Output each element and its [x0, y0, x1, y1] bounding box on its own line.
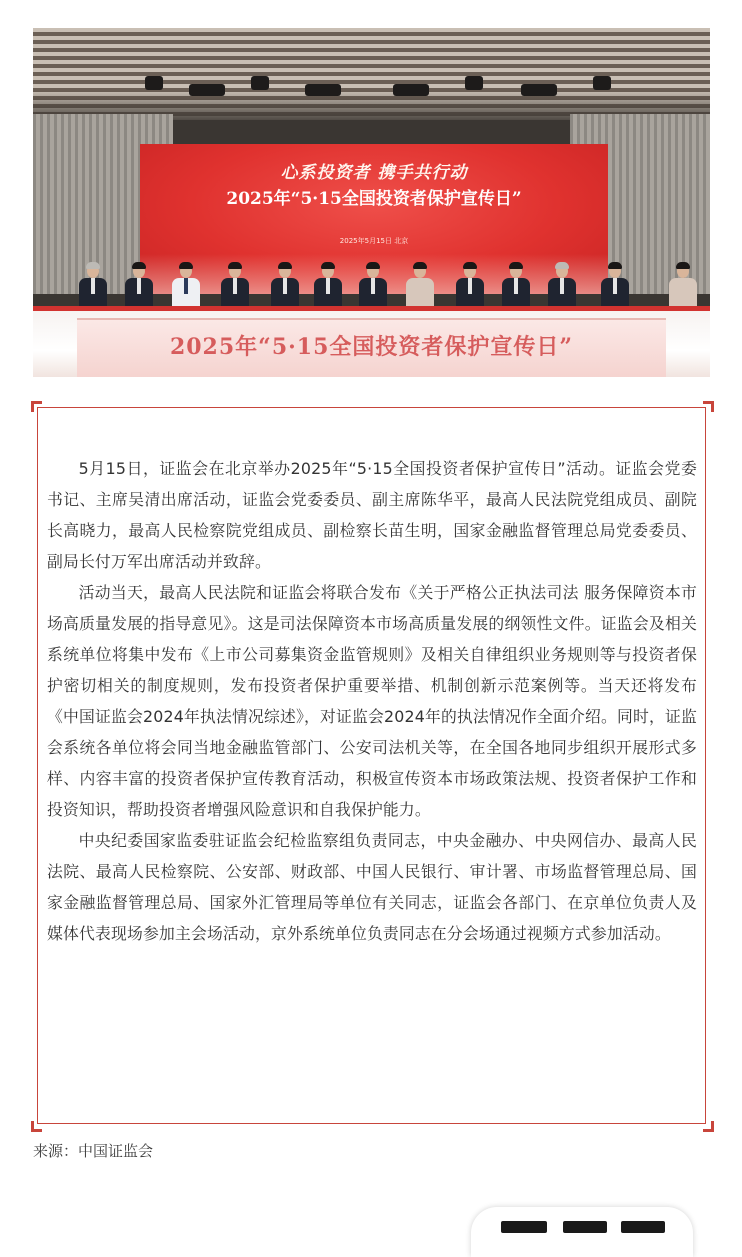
article-paragraph: 中央纪委国家监委驻证监会纪检监察组负责同志，中央金融办、中央网信办、最高人民法院、最高人民检察院、公安部、财政部、中国人民银行、审计署、市场监督管理总局、国家金融监督管理总局、国家外汇管理局等单位有关同志，证监会各部门、在京单位负责人及媒体代表现场参加主会场活动，京外系统单位负责同志在分会场通过视频方式参加活动。: [47, 831, 697, 943]
floating-action-button[interactable]: [471, 1207, 693, 1257]
screen-subtitle: 2025年5月15日 北京: [339, 237, 409, 245]
frame-corner: [31, 401, 42, 412]
ceiling-lamp: [189, 84, 225, 96]
ceiling-lamp: [251, 76, 269, 90]
article-paragraph: 活动当天，最高人民法院和证监会将联合发布《关于严格公正执法司法 服务保障资本市场高质量发展的指导意见》。这是司法保障资本市场高质量发展的纲领性文件。证监会及相关系统单位将集中发布《上市公司募集资金监管规则》及相关自律组织业务规则等与投资者保护密切相关的制度规则，发布投资者保护重要举措、机制创新示范案例等。当天还将发布《中国证监会2024年执法情况综述》，对证监会2024年的执法情况作全面介绍。同时，证监会系统各单位将会同当地金融监管部门、公安司法机关等，在全国各地同步组织开展形式多样、内容丰富的投资者保护宣传教育活动，积极宣传资本市场政策法规、投资者保护工作和投资知识，帮助投资者增强风险意识和自我保护能力。: [47, 583, 697, 819]
ceiling-lamp: [305, 84, 341, 96]
event-photo: [33, 28, 710, 377]
ceiling-lamp: [593, 76, 611, 90]
article-paragraph: 5月15日，证监会在北京举办2025年“5·15全国投资者保护宣传日”活动。证监会党委书记、主席吴清出席活动，证监会党委委员、副主席陈华平，最高人民法院党组成员、副院长高晓力，最高人民检察院党组成员、副检察长苗生明，国家金融监督管理总局党委委员、副局长付万军出席活动并致辞。: [47, 459, 697, 571]
floating-button-glyph: [501, 1221, 547, 1233]
ceiling-lamp: [145, 76, 163, 90]
screen-title: 2025年“5·15全国投资者保护宣传日”: [226, 189, 522, 209]
frame-corner: [703, 1121, 714, 1132]
screen-slogan: 心系投资者 携手共行动: [280, 163, 468, 183]
article-body: [47, 453, 697, 949]
ceiling-lamp: [393, 84, 429, 96]
podium-title: 2025年“5·15全国投资者保护宣传日”: [169, 334, 574, 360]
frame-corner: [31, 1121, 42, 1132]
frame-corner: [703, 401, 714, 412]
source-credit: 来源：中国证监会: [33, 1142, 154, 1160]
ceiling: [33, 28, 710, 120]
floating-button-glyph: [563, 1221, 607, 1233]
ceiling-lamp: [465, 76, 483, 90]
floating-button-glyph: [621, 1221, 665, 1233]
ceiling-lamp: [521, 84, 557, 96]
